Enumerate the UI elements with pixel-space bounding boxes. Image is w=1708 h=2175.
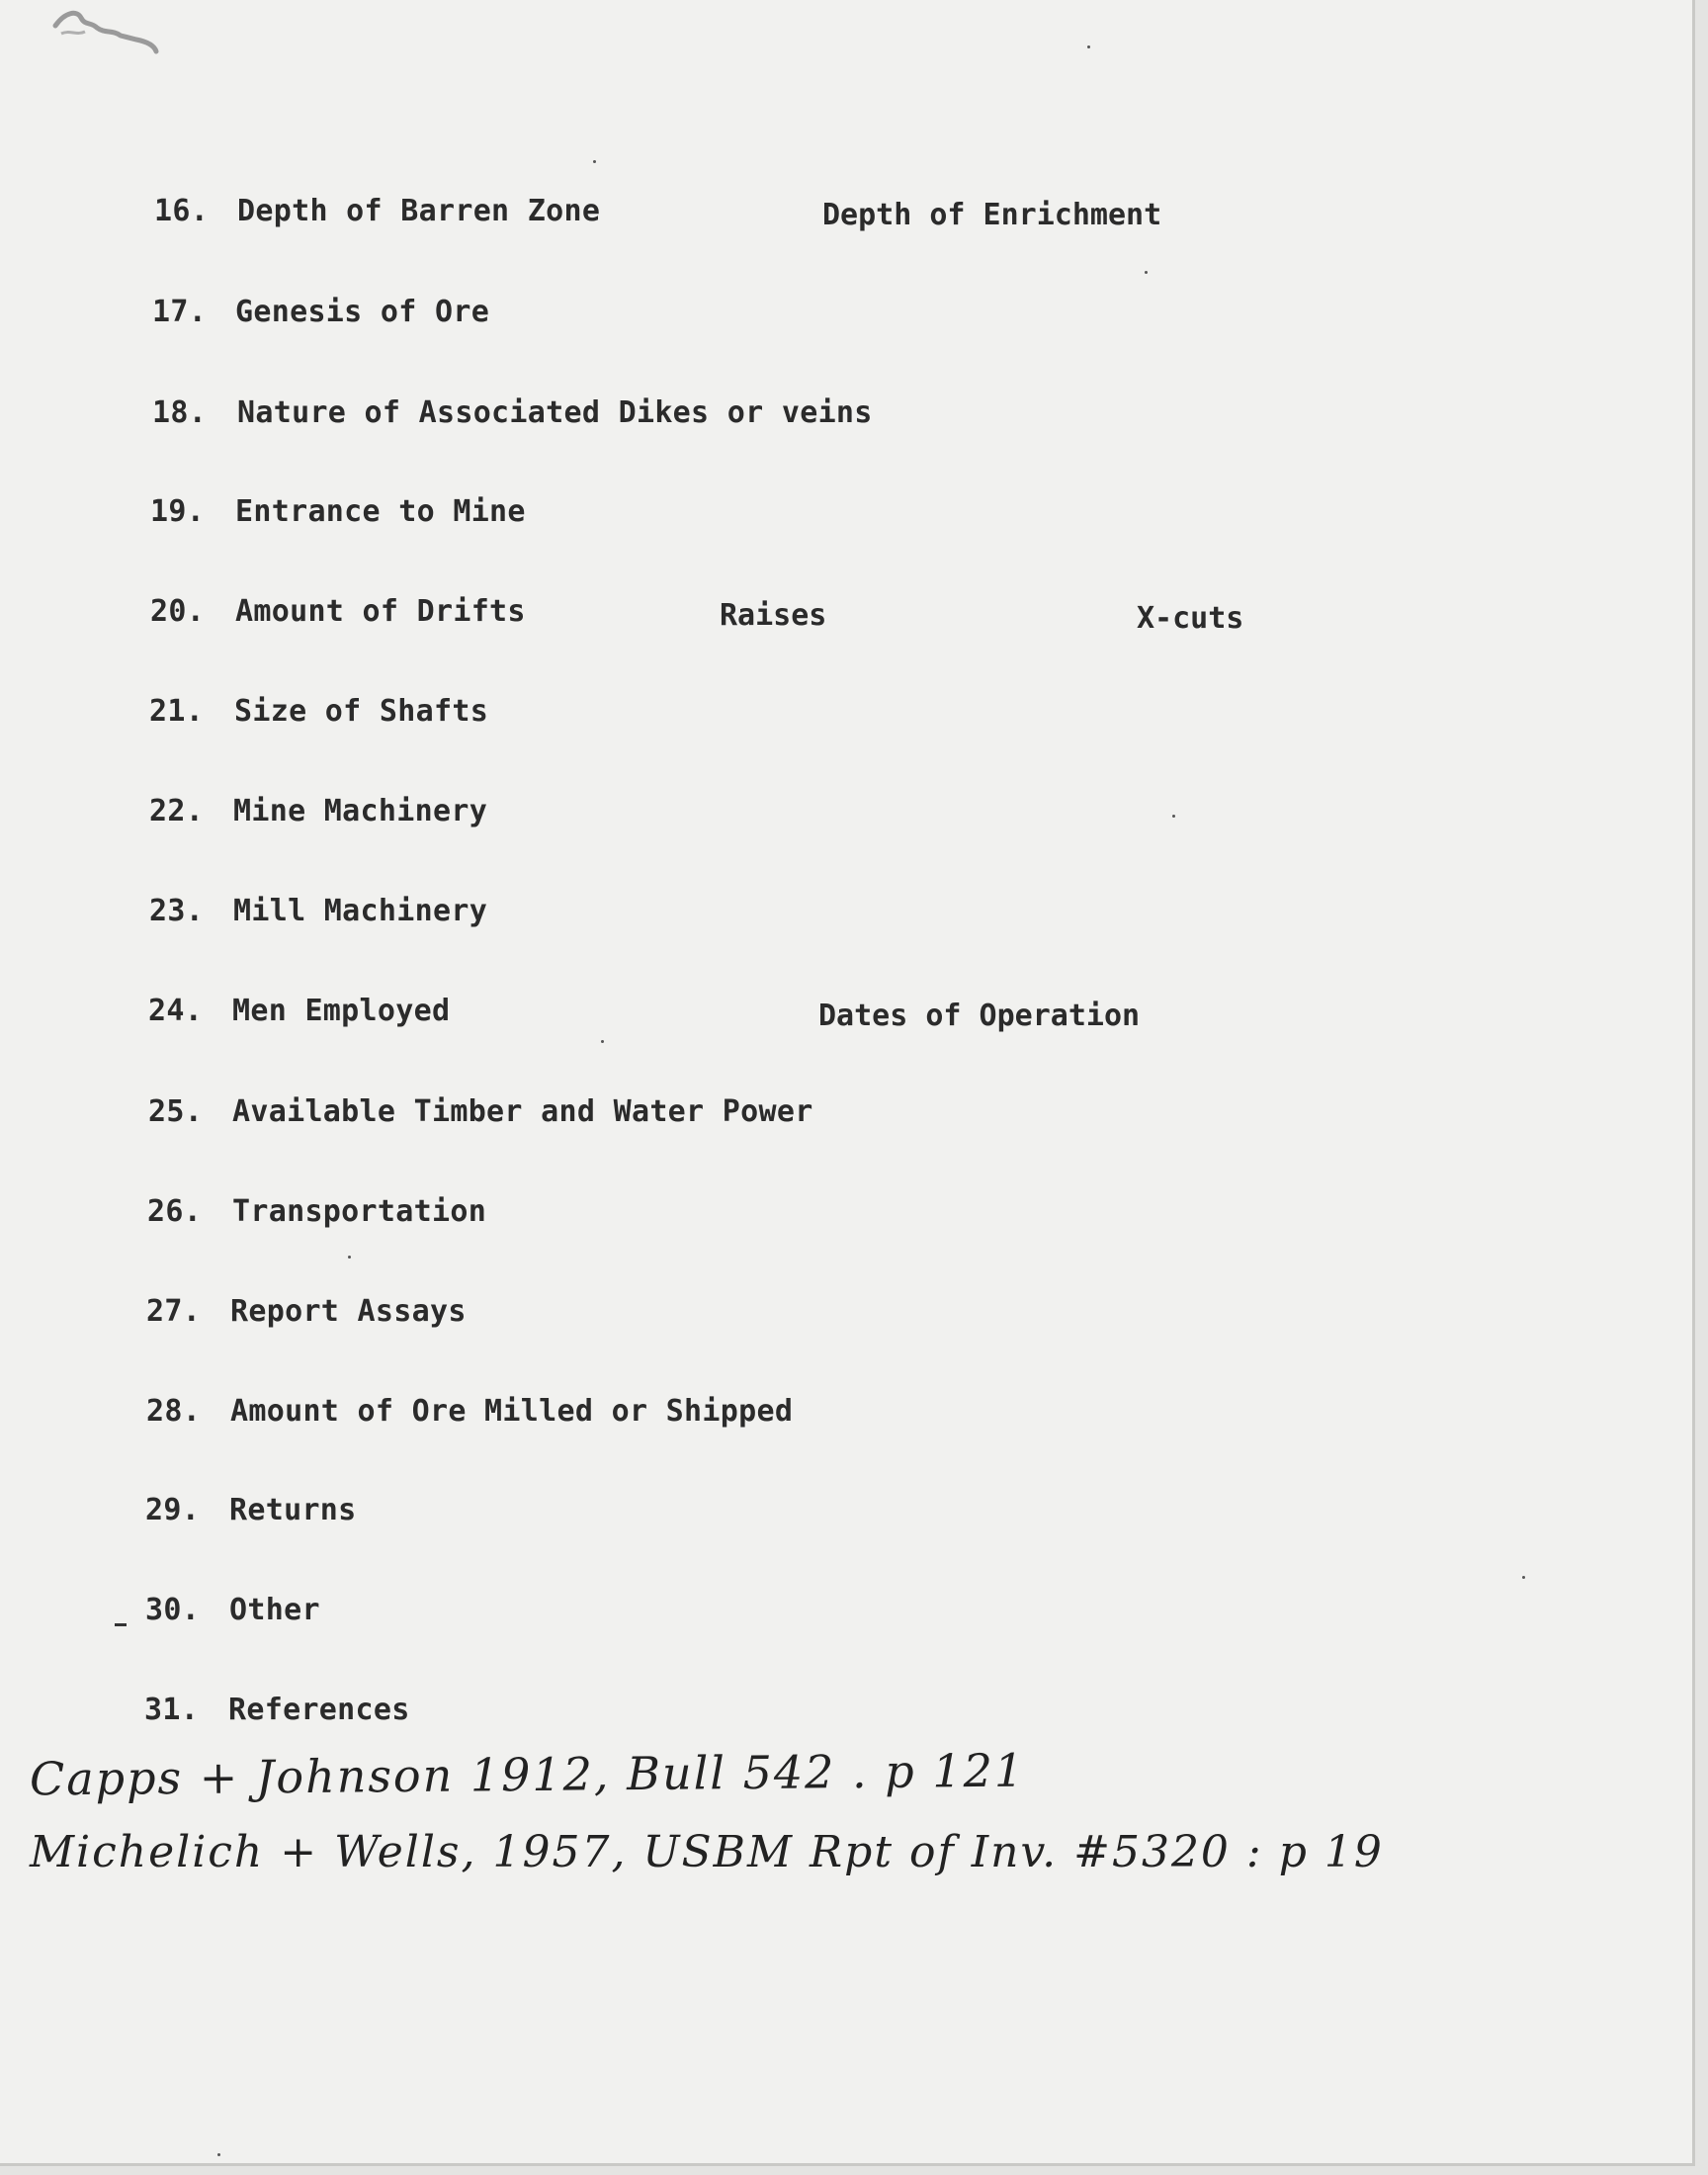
- speck: [593, 160, 596, 163]
- item-label: Returns: [229, 1493, 357, 1527]
- margin-dash: [115, 1623, 127, 1626]
- item-number: 26.: [147, 1194, 203, 1229]
- item-number: 19.: [150, 494, 206, 529]
- item-label: Entrance to Mine: [235, 494, 526, 529]
- item-label: Mine Machinery: [233, 794, 488, 828]
- item-number: 16.: [154, 194, 210, 228]
- speck: [1087, 45, 1090, 48]
- item-label: Size of Shafts: [234, 694, 489, 729]
- item-number: 18.: [152, 395, 208, 430]
- item-number: 28.: [146, 1394, 202, 1429]
- speck: [348, 1256, 351, 1259]
- speck: [1522, 1576, 1525, 1579]
- item-number: 17.: [152, 295, 208, 329]
- item-label: Mill Machinery: [233, 894, 488, 928]
- speck: [1172, 815, 1175, 818]
- item-label: Genesis of Ore: [235, 295, 490, 329]
- item-number: 27.: [146, 1294, 202, 1329]
- item-label: References: [228, 1693, 410, 1727]
- item-label: Depth of Barren Zone: [237, 194, 601, 228]
- item-number: 23.: [149, 894, 205, 928]
- dates-of-operation-label: Dates of Operation: [818, 999, 1141, 1033]
- handwritten-reference-2: Michelich + Wells, 1957, USBM Rpt of Inv. #5320 : p 19: [30, 1827, 1384, 1877]
- corner-smudge-icon: [51, 6, 160, 55]
- item-label: Report Assays: [230, 1294, 467, 1329]
- item-label: Amount of Drifts: [235, 594, 526, 629]
- item-number: 25.: [148, 1094, 204, 1129]
- item-label: Available Timber and Water Power: [232, 1094, 813, 1129]
- item-number: 22.: [149, 794, 205, 828]
- item-label: Men Employed: [232, 994, 451, 1028]
- item-number: 30.: [145, 1593, 201, 1627]
- item-label: Nature of Associated Dikes or veins: [237, 395, 873, 430]
- speck: [601, 1040, 604, 1043]
- speck: [1145, 271, 1148, 274]
- depth-of-enrichment-label: Depth of Enrichment: [822, 198, 1162, 232]
- item-number: 24.: [148, 994, 204, 1028]
- item-label: Transportation: [232, 1194, 487, 1229]
- item-label: Other: [229, 1593, 320, 1627]
- raises-label: Raises: [720, 598, 827, 633]
- item-number: 29.: [145, 1493, 201, 1527]
- speck: [217, 2153, 220, 2156]
- item-number: 20.: [150, 594, 206, 629]
- item-number: 31.: [144, 1693, 200, 1727]
- x-cuts-label: X-cuts: [1137, 601, 1244, 636]
- item-number: 21.: [149, 694, 205, 729]
- item-label: Amount of Ore Milled or Shipped: [230, 1394, 794, 1429]
- handwritten-reference-1: Capps + Johnson 1912, Bull 542 . p 121: [29, 1743, 1026, 1806]
